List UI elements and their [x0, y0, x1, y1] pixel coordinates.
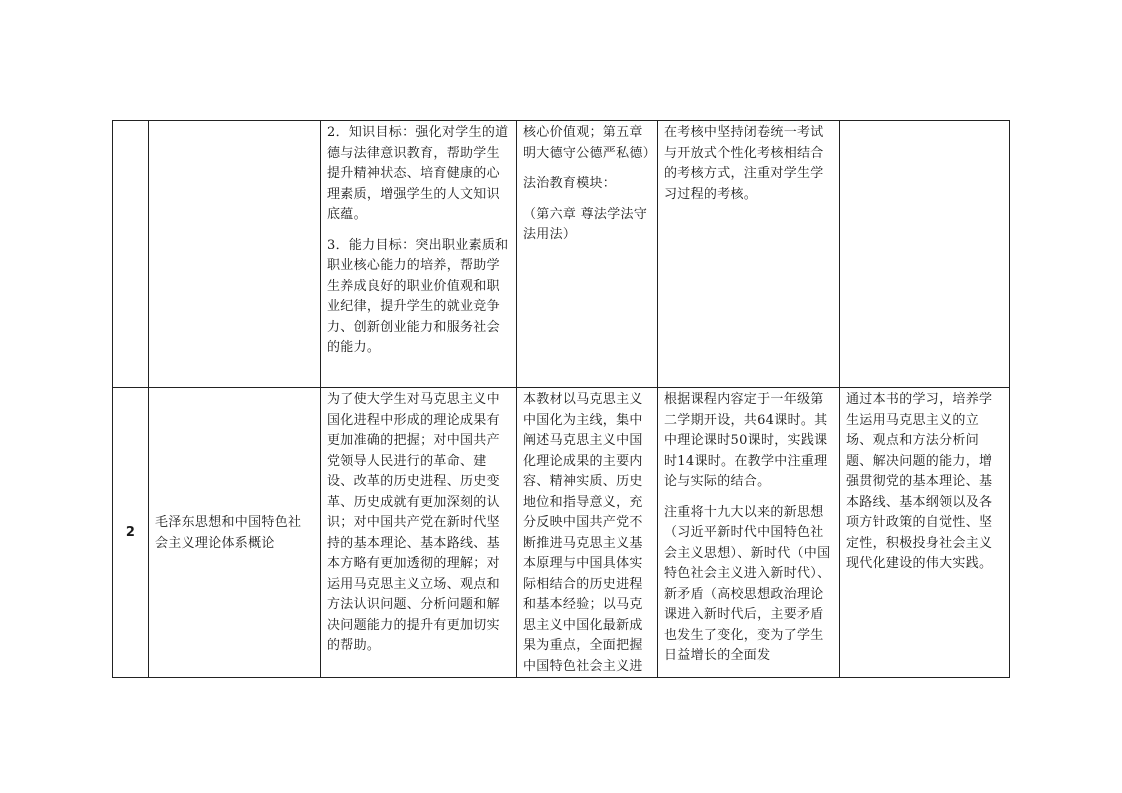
teaching-paragraph: 在考核中坚持闭卷统一考试与开放式个性化考核相结合的考核方式，注重对学生学习过程的考核。 [664, 125, 824, 202]
course-name: 毛泽东思想和中国特色社会主义理论体系概论 [155, 515, 302, 551]
teaching-paragraph: 根据课程内容定于一年级第二学期开设，共64课时。其中理论课时50课时，实践课时14课时。在教学中注重理论与实际的结合。 [664, 392, 828, 489]
table-row [113, 121, 1010, 388]
content-paragraph: （第六章 尊法学法守法用法） [523, 206, 648, 242]
course-name-cell [149, 121, 321, 388]
content-paragraph: 核心价值观；第五章 明大德守公德严私德） [523, 125, 657, 161]
objective-paragraph: 2．知识目标：强化对学生的道德与法律意识教育，帮助学生提升精神状态、培育健康的心理素质，增强学生的人文知识底蕴。 [327, 125, 509, 222]
outcome-cell [840, 388, 1010, 678]
content-paragraph: 法治教育模块： [523, 176, 617, 191]
content-cell [517, 388, 658, 678]
row-number-cell [113, 121, 149, 388]
teaching-cell [658, 121, 840, 388]
outcome-paragraph: 通过本书的学习，培养学生运用马克思主义的立场、观点和方法分析问题、解决问题的能力，增强贯彻党的基本理论、基本路线、基本纲领以及各项方针政策的自觉性、坚定性，积极投身社会主义现代化建设的伟大实践。 [846, 392, 993, 571]
table-row [113, 388, 1010, 678]
teaching-paragraph: 注重将十九大以来的新思想（习近平新时代中国特色社会主义思想）、新时代（中国特色社会主义进入新时代）、新矛盾（高校思想政治理论课进入新时代后，主要矛盾也发生了变化，变为了学生日益增长的全面发 [664, 504, 831, 663]
content-cell [517, 121, 658, 388]
outcome-cell [840, 121, 1010, 388]
objectives-cell [321, 388, 517, 678]
course-name-cell [149, 388, 321, 678]
objectives-cell [321, 121, 517, 388]
content-paragraph: 本教材以马克思主义中国化为主线，集中阐述马克思主义中国化理论成果的主要内容、精神实质、历史地位和指导意义，充分反映中国共产党不断推进马克思主义基本原理与中国具体实际相结合的历史进程和基本经验；以马克思主义中国化最新成果为重点，全面把握中国特色社会主义进 [523, 392, 643, 674]
teaching-cell [658, 388, 840, 678]
row-number: 2 [125, 525, 136, 541]
objective-paragraph: 3．能力目标：突出职业素质和职业核心能力的培养，帮助学生养成良好的职业价值观和职业纪律，提升学生的就业竞争力、创新创业能力和服务社会的能力。 [327, 237, 509, 355]
row-number-cell [113, 388, 149, 678]
curriculum-table [112, 120, 1010, 678]
objective-paragraph: 为了使大学生对马克思主义中国化进程中形成的理论成果有更加准确的把握；对中国共产党领导人民进行的革命、建设、改革的历史进程、历史变革、历史成就有更加深刻的认识；对中国共产党在新时代坚持的基本理论、基本路线、基本方略有更加透彻的理解；对运用马克思主义立场、观点和方法认识问题、分析问题和解决问题能力的提升有更加切实的帮助。 [327, 392, 500, 653]
